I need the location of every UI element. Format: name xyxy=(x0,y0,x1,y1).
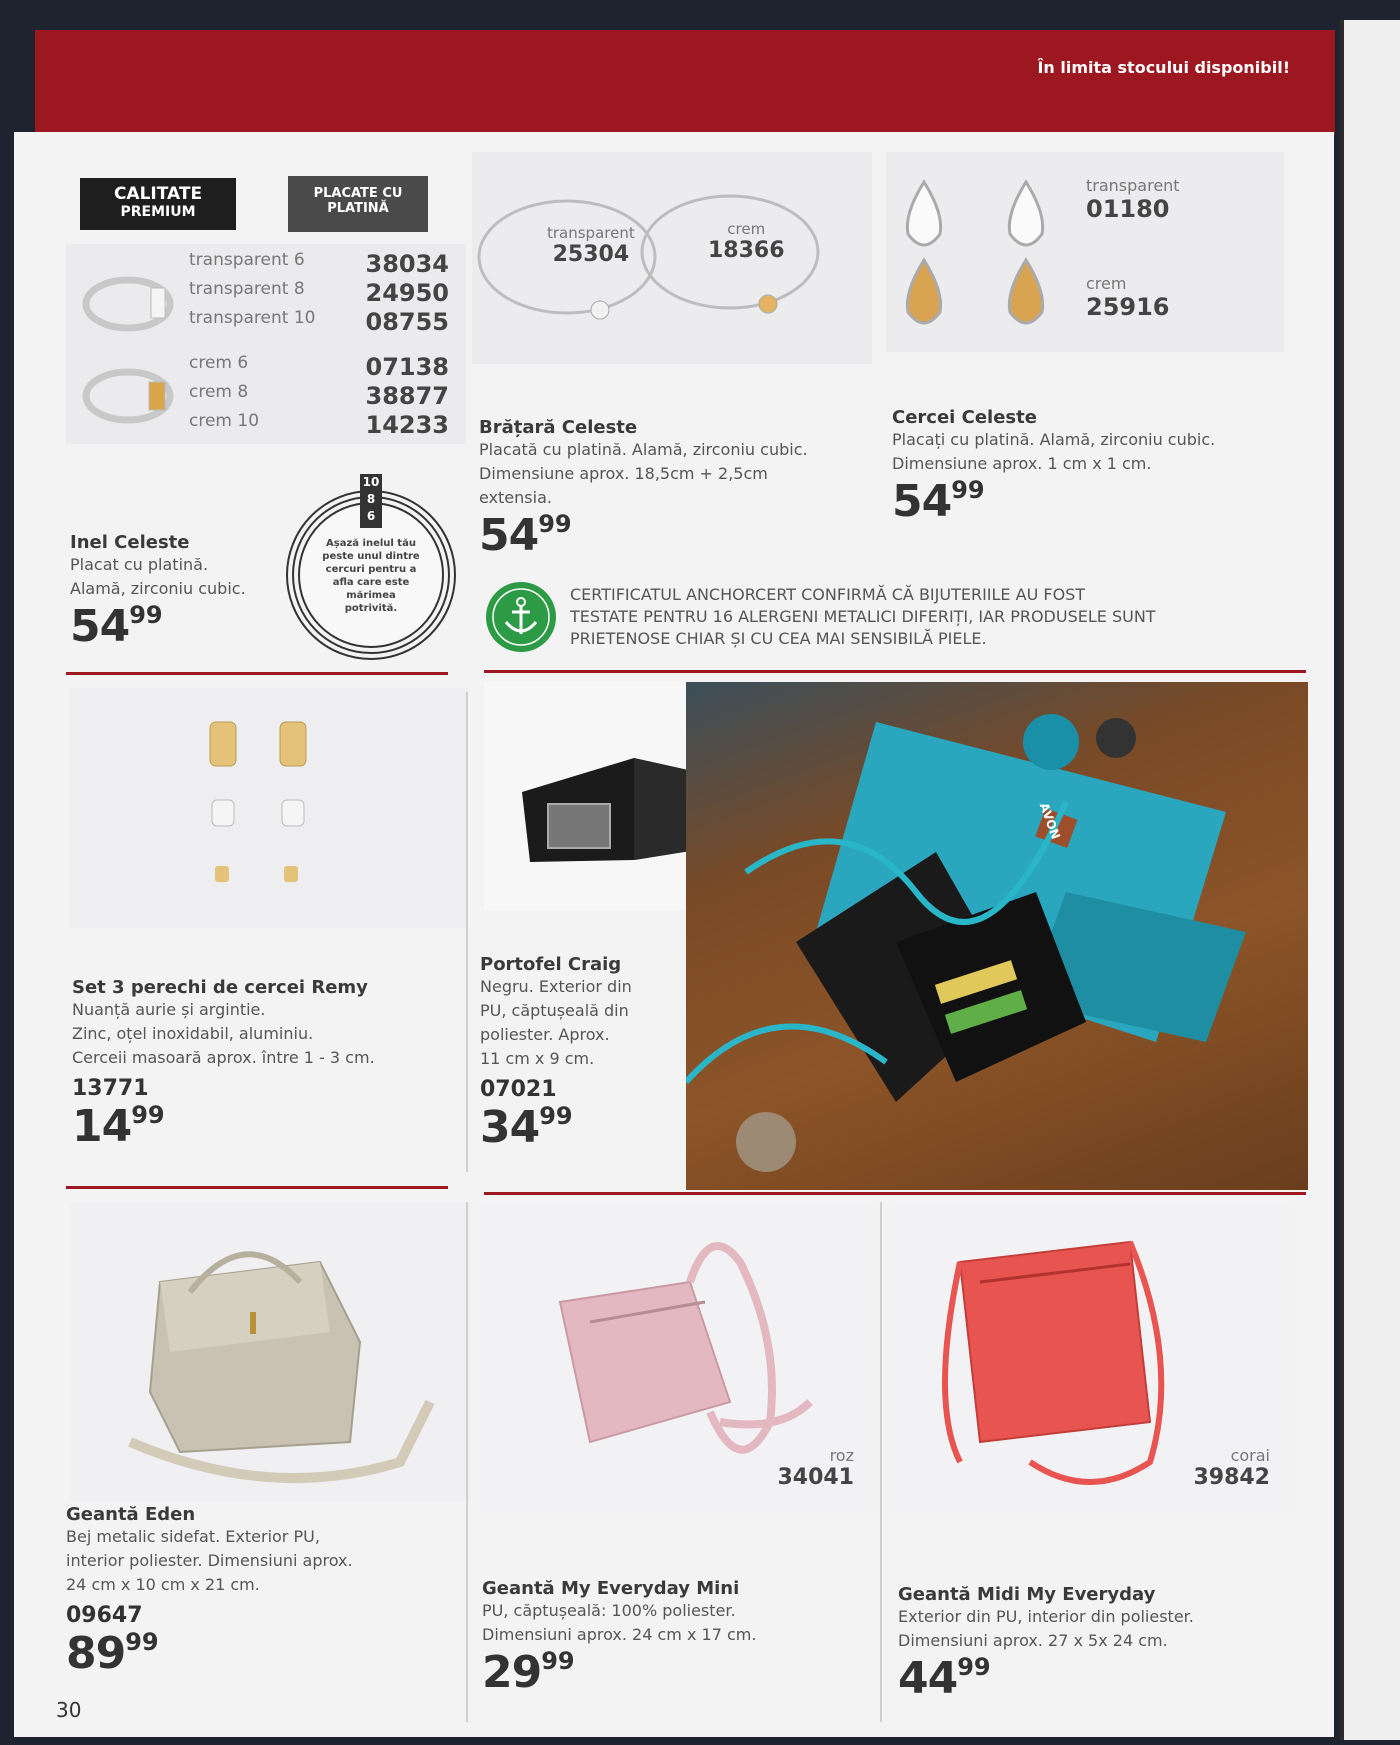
earrings-celeste-photo xyxy=(886,152,1284,352)
ring-size-guide xyxy=(276,472,466,662)
mini-color: roz xyxy=(829,1446,854,1465)
ring-variant-row xyxy=(189,411,449,440)
bracelet-variant-code: 25304 xyxy=(552,242,630,267)
section-divider xyxy=(484,1192,1306,1195)
midi-code: 39842 xyxy=(1193,1465,1270,1490)
bracelet-variant-code: 18366 xyxy=(708,238,785,263)
size-number: 8 xyxy=(366,492,376,506)
ring-name: Inel Celeste xyxy=(70,532,190,553)
ring-size-text: Așază inelul tău peste unul dintre cercuri pentru a afla care este mărimea potrivită. xyxy=(322,538,420,614)
section-divider xyxy=(484,670,1306,673)
wallet-desc: Negru. Exterior din xyxy=(480,977,632,996)
bracelet-info xyxy=(479,417,879,561)
anchor-icon xyxy=(486,582,556,652)
column-divider xyxy=(466,1202,468,1722)
midi-desc: Exterior din PU, interior din poliester. xyxy=(898,1607,1194,1626)
ring-variant-code: 07138 xyxy=(365,353,449,381)
bracelet-image xyxy=(472,152,872,364)
premium-badge-line1: CALITATE xyxy=(113,184,203,204)
premium-badge-line2: PREMIUM xyxy=(120,204,196,220)
ring-variant-label: transparent 6 xyxy=(189,250,305,270)
earrings-celeste-price-main: 54 xyxy=(892,476,952,527)
mini-price xyxy=(482,1647,882,1698)
ring-desc: Alamă, zirconiu cubic. xyxy=(70,579,246,598)
ring-price-cents: 99 xyxy=(129,601,163,629)
bracelet-variant xyxy=(708,220,785,263)
earrings-variant-code: 25916 xyxy=(1086,293,1170,321)
ring-variant-row xyxy=(189,279,449,308)
eden-price-main: 89 xyxy=(66,1628,126,1679)
earrings-celeste-desc: Placați cu platină. Alamă, zirconiu cubic. xyxy=(892,430,1216,449)
midi-name: Geantă Midi My Everyday xyxy=(898,1584,1156,1605)
ring-desc: Placat cu platină. xyxy=(70,555,209,574)
ring-image xyxy=(66,244,186,444)
remy-desc: Zinc, oțel inoxidabil, aluminiu. xyxy=(72,1024,314,1043)
remy-info xyxy=(72,977,472,1152)
bracelet-price-main: 54 xyxy=(479,510,539,561)
premium-badge xyxy=(80,178,236,230)
mini-variant xyxy=(777,1446,854,1490)
wallet-desc: PU, căptușeală din xyxy=(480,1001,629,1020)
platina-badge-line1: PLACATE CU xyxy=(313,186,403,201)
remy-sku: 13771 xyxy=(72,1076,149,1101)
remy-price-main: 14 xyxy=(72,1101,132,1152)
bracelet-desc: Placată cu platină. Alamă, zirconiu cubic. xyxy=(479,440,808,459)
ring-info xyxy=(70,532,246,652)
ring-variant-code: 24950 xyxy=(365,279,449,307)
ring-variant-code: 38034 xyxy=(365,250,449,278)
earrings-variant-label: transparent xyxy=(1086,176,1180,195)
midi-desc: Dimensiuni aprox. 27 x 5x 24 cm. xyxy=(898,1631,1168,1650)
eden-desc: interior poliester. Dimensiuni aprox. xyxy=(66,1551,353,1570)
eden-sku: 09647 xyxy=(66,1603,143,1628)
remy-price xyxy=(72,1101,472,1152)
section-divider xyxy=(66,672,448,675)
ring-variant-row xyxy=(189,250,449,279)
midi-price-cents: 99 xyxy=(957,1653,991,1681)
size-number: 6 xyxy=(366,509,376,523)
earrings-celeste-price xyxy=(892,476,1292,527)
ring-variant-code: 08755 xyxy=(365,308,449,336)
bracelet-variant-label: transparent xyxy=(547,224,635,242)
wallet-info xyxy=(480,954,680,1153)
ring-variant-code: 14233 xyxy=(365,411,449,439)
earrings-celeste-variant xyxy=(1086,176,1180,223)
ring-price-main: 54 xyxy=(70,601,130,652)
bracelet-variant xyxy=(547,224,635,267)
ring-variant-row xyxy=(189,308,449,353)
anchorcert-icon xyxy=(486,582,556,652)
ring-variant-label: crem 6 xyxy=(189,353,249,373)
remy-image xyxy=(70,688,468,928)
earrings-celeste-variant xyxy=(1086,274,1170,321)
remy-name: Set 3 perechi de cercei Remy xyxy=(72,977,368,998)
mini-info xyxy=(482,1578,882,1698)
midi-price xyxy=(898,1653,1298,1704)
header-band xyxy=(35,30,1335,135)
bracelet-photo xyxy=(472,152,872,364)
stock-note: În limita stocului disponibil! xyxy=(1037,58,1290,77)
eden-desc: Bej metalic sidefat. Exterior PU, xyxy=(66,1527,320,1546)
box-brand: AVON xyxy=(1036,800,1063,842)
remy-desc: Cerceii masoară aprox. între 1 - 3 cm. xyxy=(72,1048,375,1067)
bracelet-desc: Dimensiune aprox. 18,5cm + 2,5cm xyxy=(479,464,768,483)
earrings-celeste-name: Cercei Celeste xyxy=(892,407,1037,428)
eden-info xyxy=(66,1504,466,1679)
catalog-page xyxy=(14,132,1334,1737)
mini-desc: Dimensiuni aprox. 24 cm x 17 cm. xyxy=(482,1625,757,1644)
earrings-celeste-info xyxy=(892,407,1292,527)
column-divider xyxy=(466,692,468,1172)
earrings-celeste-image xyxy=(886,152,1066,352)
size-number: 10 xyxy=(362,475,380,489)
eden-price xyxy=(66,1628,466,1679)
ring-variant-code: 38877 xyxy=(365,382,449,410)
anchorcert-line: CERTIFICATUL ANCHORCERT CONFIRMĂ CĂ BIJUTERIILE AU FOST xyxy=(570,585,1086,604)
platina-badge xyxy=(288,176,428,232)
eden-bag-image xyxy=(70,1202,470,1502)
wallet-price xyxy=(480,1102,680,1153)
remy-desc: Nuanță aurie și argintie. xyxy=(72,1000,266,1019)
mini-name: Geantă My Everyday Mini xyxy=(482,1578,740,1599)
midi-info xyxy=(898,1584,1298,1704)
midi-photo xyxy=(890,1202,1290,1512)
ring-variant-list xyxy=(189,250,449,440)
mini-desc: PU, căptușeală: 100% poliester. xyxy=(482,1601,736,1620)
earrings-variant-label: crem xyxy=(1086,274,1127,293)
anchorcert-line: TESTATE PENTRU 16 ALERGENI METALICI DIFERIȚI, IAR PRODUSELE SUNT xyxy=(570,607,1156,626)
earrings-celeste-price-cents: 99 xyxy=(951,476,985,504)
bracelet-price-cents: 99 xyxy=(538,510,572,538)
wallet-scene-photo xyxy=(686,682,1308,1190)
mini-price-cents: 99 xyxy=(541,1647,575,1675)
ring-variant-row xyxy=(189,382,449,411)
earrings-variant-code: 01180 xyxy=(1086,195,1170,223)
eden-name: Geantă Eden xyxy=(66,1504,196,1525)
wallet-name: Portofel Craig xyxy=(480,954,622,975)
anchorcert-text xyxy=(570,584,1156,650)
bracelet-price xyxy=(479,510,879,561)
mini-code: 34041 xyxy=(777,1465,854,1490)
midi-color: corai xyxy=(1230,1446,1270,1465)
bracelet-name: Brățară Celeste xyxy=(479,417,638,438)
midi-price-main: 44 xyxy=(898,1653,958,1704)
eden-price-cents: 99 xyxy=(125,1628,159,1656)
page-number: 30 xyxy=(56,1698,82,1722)
mini-price-main: 29 xyxy=(482,1647,542,1698)
ring-variant-label: crem 10 xyxy=(189,411,260,431)
remy-photo xyxy=(70,688,468,928)
platina-badge-line2: PLATINĂ xyxy=(327,201,389,216)
earrings-celeste-desc: Dimensiune aprox. 1 cm x 1 cm. xyxy=(892,454,1152,473)
bracelet-variant-label: crem xyxy=(727,220,766,238)
mini-photo xyxy=(480,1202,874,1512)
section-divider xyxy=(66,1186,448,1189)
wallet-desc: poliester. Aprox. xyxy=(480,1025,610,1044)
ring-variant-label: crem 8 xyxy=(189,382,249,402)
next-page-edge xyxy=(1340,20,1400,1740)
remy-price-cents: 99 xyxy=(131,1101,165,1129)
wallet-price-cents: 99 xyxy=(539,1102,573,1130)
eden-desc: 24 cm x 10 cm x 21 cm. xyxy=(66,1575,260,1594)
midi-variant xyxy=(1193,1446,1270,1490)
ring-price xyxy=(70,601,246,652)
anchorcert-line: PRIETENOSE CHIAR ȘI CU CEA MAI SENSIBILĂ PIELE. xyxy=(570,629,987,648)
wallet-gift-box-image xyxy=(686,682,1308,1190)
bracelet-desc: extensia. xyxy=(479,488,552,507)
wallet-sku: 07021 xyxy=(480,1077,557,1102)
ring-variant-label: transparent 8 xyxy=(189,279,305,299)
ring-variant-label: transparent 10 xyxy=(189,308,316,328)
wallet-price-main: 34 xyxy=(480,1102,540,1153)
wallet-desc: 11 cm x 9 cm. xyxy=(480,1049,595,1068)
ring-variant-row xyxy=(189,353,449,382)
eden-photo xyxy=(70,1202,470,1502)
ring-size-numbers xyxy=(360,474,382,525)
